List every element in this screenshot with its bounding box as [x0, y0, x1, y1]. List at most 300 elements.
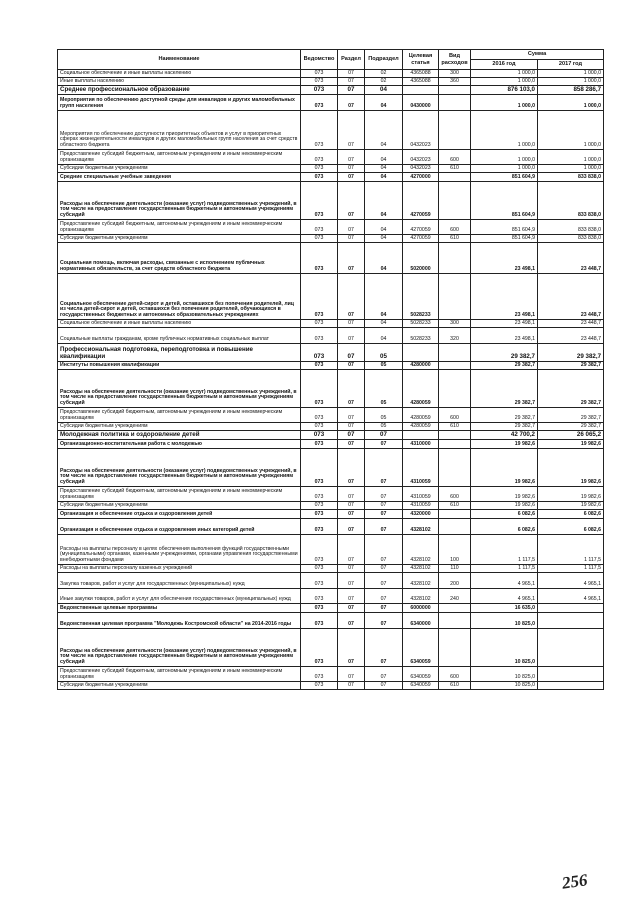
row-vedomstvo-cell: 073 — [301, 604, 338, 613]
row-celevaya-cell: 6000000 — [403, 604, 439, 613]
row-celevaya-cell — [403, 344, 439, 362]
table-row — [58, 502, 604, 510]
row-celevaya-cell: 0430000 — [403, 95, 439, 111]
row-sum-2016-cell: 1 117,5 — [471, 535, 538, 565]
row-sum-2017-cell: 858 286,7 — [538, 86, 604, 95]
row-razdel-cell: 07 — [338, 344, 365, 362]
row-razdel-cell: 07 — [338, 370, 365, 408]
row-celevaya-cell — [403, 86, 439, 95]
row-sum-2016-cell: 851 604,9 — [471, 220, 538, 235]
row-podrazdel-cell: 07 — [365, 449, 403, 487]
row-sum-2016-cell: 42 700,2 — [471, 431, 538, 440]
row-vedomstvo-cell: 073 — [301, 573, 338, 589]
budget-sheet — [57, 49, 603, 690]
row-name-cell: Расходы на обеспечение деятельности (оказание услуг) подведомственных учреждений, в том числе на предоставление государственным бюджетным и автономным учреждениям субсидий — [58, 182, 301, 220]
row-vid-cell: 610 — [439, 235, 471, 243]
row-name-cell: Среднее профессиональное образование — [58, 86, 301, 95]
row-sum-2016-cell: 1 000,0 — [471, 78, 538, 86]
row-name-cell: Субсидии бюджетным учреждениям — [58, 682, 301, 690]
row-vedomstvo-cell: 073 — [301, 682, 338, 690]
row-celevaya-cell: 4365088 — [403, 70, 439, 78]
row-sum-2017-cell: 19 982,6 — [538, 487, 604, 502]
row-sum-2016-cell: 23 498,1 — [471, 274, 538, 320]
row-vid-cell — [439, 449, 471, 487]
row-vid-cell: 320 — [439, 328, 471, 344]
row-vedomstvo-cell: 073 — [301, 510, 338, 519]
row-vid-cell: 610 — [439, 682, 471, 690]
row-name-cell: Социальные выплаты гражданам, кроме публичных нормативных социальных выплат — [58, 328, 301, 344]
row-celevaya-cell: 6340059 — [403, 682, 439, 690]
table-row — [58, 182, 604, 220]
row-celevaya-cell: 4328102 — [403, 519, 439, 535]
row-name-cell: Предоставление субсидий бюджетным, автономным учреждениям и иным некоммерческим организациям — [58, 487, 301, 502]
table-row — [58, 487, 604, 502]
row-celevaya-cell: 5020000 — [403, 243, 439, 274]
row-vedomstvo-cell: 073 — [301, 565, 338, 573]
row-celevaya-cell: 4270059 — [403, 235, 439, 243]
row-razdel-cell: 07 — [338, 235, 365, 243]
row-name-cell: Предоставление субсидий бюджетным, автономным учреждениям и иным некоммерческим организациям — [58, 220, 301, 235]
row-name-cell: Мероприятия по обеспечению доступной среды для инвалидов и других маломобильных групп населения — [58, 95, 301, 111]
table-row — [58, 440, 604, 449]
row-sum-2017-cell: 19 982,6 — [538, 449, 604, 487]
row-celevaya-cell: 0432023 — [403, 165, 439, 173]
row-sum-2016-cell: 29 382,7 — [471, 362, 538, 370]
table-row — [58, 573, 604, 589]
table-row — [58, 165, 604, 173]
row-podrazdel-cell: 04 — [365, 173, 403, 182]
row-razdel-cell: 07 — [338, 519, 365, 535]
row-sum-2017-cell: 1 000,0 — [538, 70, 604, 78]
table-row — [58, 173, 604, 182]
row-sum-2016-cell: 10 825,0 — [471, 682, 538, 690]
row-vid-cell: 600 — [439, 150, 471, 165]
row-sum-2017-cell: 19 982,6 — [538, 440, 604, 449]
row-celevaya-cell: 4328102 — [403, 535, 439, 565]
row-vedomstvo-cell: 073 — [301, 220, 338, 235]
row-vedomstvo-cell: 073 — [301, 150, 338, 165]
row-name-cell: Предоставление субсидий бюджетным, автономным учреждениям и иным некоммерческим организациям — [58, 408, 301, 423]
row-celevaya-cell: 4310059 — [403, 487, 439, 502]
row-sum-2017-cell: 1 117,5 — [538, 565, 604, 573]
row-celevaya-cell: 4328102 — [403, 589, 439, 604]
row-sum-2017-cell: 1 117,5 — [538, 535, 604, 565]
row-vedomstvo-cell: 073 — [301, 629, 338, 667]
row-vedomstvo-cell: 073 — [301, 182, 338, 220]
row-vid-cell — [439, 519, 471, 535]
table-row — [58, 589, 604, 604]
row-sum-2016-cell: 851 604,9 — [471, 173, 538, 182]
table-row — [58, 220, 604, 235]
row-vid-cell — [439, 243, 471, 274]
row-vedomstvo-cell: 073 — [301, 328, 338, 344]
row-sum-2017-cell: 23 448,7 — [538, 274, 604, 320]
row-sum-2017-cell: 29 382,7 — [538, 408, 604, 423]
row-celevaya-cell: 6340059 — [403, 629, 439, 667]
table-row — [58, 111, 604, 150]
budget-table — [57, 49, 604, 690]
row-razdel-cell: 07 — [338, 408, 365, 423]
row-name-cell: Расходы на обеспечение деятельности (оказание услуг) подведомственных учреждений, в том числе на предоставление государственным бюджетным и автономным учреждениям субсидий — [58, 629, 301, 667]
row-sum-2016-cell: 1 000,0 — [471, 95, 538, 111]
row-celevaya-cell: 4270059 — [403, 182, 439, 220]
row-sum-2017-cell: 29 382,7 — [538, 423, 604, 431]
row-vid-cell — [439, 629, 471, 667]
row-sum-2016-cell: 1 000,0 — [471, 70, 538, 78]
header-razdel: Раздел — [338, 50, 365, 70]
header-summa: Сумма — [471, 50, 604, 60]
row-razdel-cell: 07 — [338, 150, 365, 165]
row-celevaya-cell: 6340059 — [403, 667, 439, 682]
table-row — [58, 604, 604, 613]
row-sum-2016-cell: 10 825,0 — [471, 629, 538, 667]
row-vedomstvo-cell: 073 — [301, 78, 338, 86]
row-name-cell: Субсидии бюджетным учреждениям — [58, 235, 301, 243]
row-name-cell: Иные выплаты населению — [58, 78, 301, 86]
row-sum-2017-cell: 29 382,7 — [538, 362, 604, 370]
row-sum-2016-cell: 16 635,0 — [471, 604, 538, 613]
row-sum-2017-cell: 1 000,0 — [538, 150, 604, 165]
row-sum-2016-cell: 29 382,7 — [471, 408, 538, 423]
row-razdel-cell: 07 — [338, 682, 365, 690]
table-row — [58, 78, 604, 86]
row-podrazdel-cell: 05 — [365, 408, 403, 423]
row-podrazdel-cell: 07 — [365, 573, 403, 589]
row-celevaya-cell: 4270000 — [403, 173, 439, 182]
row-name-cell: Молодежная политика и оздоровление детей — [58, 431, 301, 440]
row-vedomstvo-cell: 073 — [301, 235, 338, 243]
row-razdel-cell: 07 — [338, 431, 365, 440]
row-vid-cell — [439, 613, 471, 629]
row-vedomstvo-cell: 073 — [301, 320, 338, 328]
row-vid-cell — [439, 440, 471, 449]
row-razdel-cell: 07 — [338, 328, 365, 344]
row-sum-2017-cell: 1 000,0 — [538, 95, 604, 111]
row-sum-2017-cell: 26 065,2 — [538, 431, 604, 440]
row-razdel-cell: 07 — [338, 78, 365, 86]
row-podrazdel-cell: 07 — [365, 589, 403, 604]
table-row — [58, 667, 604, 682]
row-razdel-cell: 07 — [338, 565, 365, 573]
row-sum-2017-cell: 23 448,7 — [538, 328, 604, 344]
row-sum-2017-cell: 1 000,0 — [538, 78, 604, 86]
row-sum-2016-cell: 19 982,6 — [471, 440, 538, 449]
row-sum-2016-cell: 19 982,6 — [471, 449, 538, 487]
row-sum-2016-cell: 851 604,9 — [471, 182, 538, 220]
table-row — [58, 243, 604, 274]
row-vedomstvo-cell: 073 — [301, 243, 338, 274]
row-name-cell: Расходы на обеспечение деятельности (оказание услуг) подведомственных учреждений, в том числе на предоставление государственным бюджетным и автономным учреждениям субсидий — [58, 449, 301, 487]
row-razdel-cell: 07 — [338, 165, 365, 173]
row-podrazdel-cell: 04 — [365, 182, 403, 220]
row-vid-cell — [439, 604, 471, 613]
row-name-cell: Субсидии бюджетным учреждениям — [58, 502, 301, 510]
row-name-cell: Организационно-воспитательная работа с молодежью — [58, 440, 301, 449]
header-celevaya-statya: Целевая статья — [403, 50, 439, 70]
table-row — [58, 362, 604, 370]
row-razdel-cell: 07 — [338, 220, 365, 235]
row-sum-2016-cell: 23 498,1 — [471, 328, 538, 344]
row-razdel-cell: 07 — [338, 502, 365, 510]
row-celevaya-cell: 4328102 — [403, 565, 439, 573]
row-vid-cell — [439, 173, 471, 182]
row-podrazdel-cell: 04 — [365, 86, 403, 95]
row-vedomstvo-cell: 073 — [301, 431, 338, 440]
row-vedomstvo-cell: 073 — [301, 274, 338, 320]
row-name-cell: Профессиональная подготовка, переподготовка и повышение квалификации — [58, 344, 301, 362]
row-celevaya-cell: 5028233 — [403, 328, 439, 344]
row-vid-cell — [439, 95, 471, 111]
row-celevaya-cell: 4310059 — [403, 502, 439, 510]
table-row — [58, 86, 604, 95]
row-sum-2017-cell — [538, 604, 604, 613]
row-name-cell: Иные закупки товаров, работ и услуг для обеспечения государственных (муниципальных) нужд — [58, 589, 301, 604]
row-celevaya-cell — [403, 431, 439, 440]
row-razdel-cell: 07 — [338, 449, 365, 487]
row-vedomstvo-cell: 073 — [301, 111, 338, 150]
row-vedomstvo-cell: 073 — [301, 165, 338, 173]
row-razdel-cell: 07 — [338, 667, 365, 682]
row-sum-2016-cell: 10 825,0 — [471, 613, 538, 629]
row-sum-2017-cell: 833 838,0 — [538, 182, 604, 220]
row-razdel-cell: 07 — [338, 173, 365, 182]
row-sum-2016-cell: 29 382,7 — [471, 344, 538, 362]
table-row — [58, 423, 604, 431]
row-vid-cell — [439, 362, 471, 370]
row-sum-2016-cell: 29 382,7 — [471, 370, 538, 408]
row-vid-cell — [439, 274, 471, 320]
row-name-cell: Социальное обеспечение и иные выплаты населению — [58, 320, 301, 328]
row-sum-2016-cell: 1 000,0 — [471, 165, 538, 173]
row-vedomstvo-cell: 073 — [301, 173, 338, 182]
row-sum-2016-cell: 19 982,6 — [471, 487, 538, 502]
row-razdel-cell: 07 — [338, 86, 365, 95]
row-podrazdel-cell: 05 — [365, 370, 403, 408]
row-sum-2017-cell: 833 838,0 — [538, 220, 604, 235]
row-podrazdel-cell: 07 — [365, 431, 403, 440]
row-sum-2017-cell — [538, 667, 604, 682]
row-sum-2017-cell: 833 838,0 — [538, 173, 604, 182]
row-name-cell: Субсидии бюджетным учреждениям — [58, 165, 301, 173]
table-row — [58, 408, 604, 423]
row-celevaya-cell: 5028233 — [403, 320, 439, 328]
header-vedomstvo: Ведомство — [301, 50, 338, 70]
table-row — [58, 510, 604, 519]
row-razdel-cell: 07 — [338, 243, 365, 274]
row-sum-2016-cell: 6 082,6 — [471, 519, 538, 535]
row-vid-cell — [439, 86, 471, 95]
row-celevaya-cell: 0432023 — [403, 150, 439, 165]
row-razdel-cell: 07 — [338, 510, 365, 519]
row-celevaya-cell: 4328102 — [403, 573, 439, 589]
row-razdel-cell: 07 — [338, 589, 365, 604]
row-razdel-cell: 07 — [338, 70, 365, 78]
row-vedomstvo-cell: 073 — [301, 370, 338, 408]
table-row — [58, 535, 604, 565]
row-vid-cell: 610 — [439, 502, 471, 510]
row-podrazdel-cell: 07 — [365, 629, 403, 667]
row-sum-2017-cell: 6 082,6 — [538, 510, 604, 519]
row-podrazdel-cell: 07 — [365, 440, 403, 449]
row-razdel-cell: 07 — [338, 613, 365, 629]
row-vid-cell — [439, 370, 471, 408]
table-row — [58, 519, 604, 535]
row-razdel-cell: 07 — [338, 111, 365, 150]
row-name-cell: Организация и обеспечение отдыха и оздоровления иных категорий детей — [58, 519, 301, 535]
row-razdel-cell: 07 — [338, 604, 365, 613]
row-vid-cell: 600 — [439, 408, 471, 423]
table-row — [58, 150, 604, 165]
row-sum-2017-cell: 1 000,0 — [538, 111, 604, 150]
row-podrazdel-cell: 07 — [365, 519, 403, 535]
row-name-cell: Социальное обеспечение детей-сирот и детей, оставшихся без попечения родителей, лиц из числа детей-сирот и детей, оставшихся без попечения родителей, обучающихся в государственных бюджетных и автономных образовательных учреждениях — [58, 274, 301, 320]
row-name-cell: Организация и обеспечение отдыха и оздоровления детей — [58, 510, 301, 519]
header-year-2017: 2017 год — [538, 60, 604, 70]
row-podrazdel-cell: 04 — [365, 235, 403, 243]
row-podrazdel-cell: 07 — [365, 667, 403, 682]
row-celevaya-cell: 4280059 — [403, 370, 439, 408]
row-sum-2017-cell: 833 838,0 — [538, 235, 604, 243]
row-name-cell: Расходы на выплаты персоналу в целях обеспечения выполнения функций государственными (муниципальными) органами, казенными учреждениями, органами управления государственными внебюджетными фондами — [58, 535, 301, 565]
row-celevaya-cell: 4320000 — [403, 510, 439, 519]
row-vid-cell: 610 — [439, 165, 471, 173]
row-sum-2017-cell: 29 382,7 — [538, 370, 604, 408]
row-podrazdel-cell: 07 — [365, 565, 403, 573]
row-vid-cell: 200 — [439, 573, 471, 589]
row-celevaya-cell: 4310059 — [403, 449, 439, 487]
row-vedomstvo-cell: 073 — [301, 362, 338, 370]
row-sum-2016-cell: 10 825,0 — [471, 667, 538, 682]
row-vedomstvo-cell: 073 — [301, 408, 338, 423]
row-name-cell: Ведомственные целевые программы — [58, 604, 301, 613]
row-vid-cell: 600 — [439, 220, 471, 235]
table-row — [58, 235, 604, 243]
row-podrazdel-cell: 04 — [365, 320, 403, 328]
table-row — [58, 370, 604, 408]
row-celevaya-cell: 4310000 — [403, 440, 439, 449]
row-razdel-cell: 07 — [338, 362, 365, 370]
row-sum-2017-cell — [538, 629, 604, 667]
row-vid-cell — [439, 510, 471, 519]
row-name-cell: Предоставление субсидий бюджетным, автономным учреждениям и иным некоммерческим организациям — [58, 667, 301, 682]
row-podrazdel-cell: 05 — [365, 423, 403, 431]
row-vedomstvo-cell: 073 — [301, 344, 338, 362]
table-row — [58, 320, 604, 328]
table-row — [58, 682, 604, 690]
row-name-cell: Ведомственная целевая программа "Молодежь Костромской области" на 2014-2016 годы — [58, 613, 301, 629]
row-sum-2016-cell: 876 103,0 — [471, 86, 538, 95]
row-sum-2017-cell: 6 082,6 — [538, 519, 604, 535]
row-vedomstvo-cell: 073 — [301, 502, 338, 510]
row-vid-cell: 600 — [439, 667, 471, 682]
table-row — [58, 431, 604, 440]
page-number: 256 — [560, 870, 589, 893]
header-name: Наименование — [58, 50, 301, 70]
row-podrazdel-cell: 04 — [365, 220, 403, 235]
row-name-cell: Социальная помощь, включая расходы, связанные с исполнением публичных нормативных обязательств, за счет средств областного бюджета — [58, 243, 301, 274]
row-vid-cell: 610 — [439, 423, 471, 431]
row-sum-2017-cell — [538, 682, 604, 690]
row-razdel-cell: 07 — [338, 95, 365, 111]
row-name-cell: Предоставление субсидий бюджетным, автономным учреждениям и иным некоммерческим организациям — [58, 150, 301, 165]
row-podrazdel-cell: 07 — [365, 613, 403, 629]
row-podrazdel-cell: 07 — [365, 535, 403, 565]
row-vedomstvo-cell: 073 — [301, 86, 338, 95]
row-vedomstvo-cell: 073 — [301, 667, 338, 682]
row-podrazdel-cell: 07 — [365, 487, 403, 502]
row-celevaya-cell: 4280000 — [403, 362, 439, 370]
row-razdel-cell: 07 — [338, 487, 365, 502]
row-podrazdel-cell: 07 — [365, 604, 403, 613]
table-row — [58, 613, 604, 629]
row-celevaya-cell: 6340000 — [403, 613, 439, 629]
row-name-cell: Субсидии бюджетным учреждениям — [58, 423, 301, 431]
row-sum-2017-cell: 23 448,7 — [538, 243, 604, 274]
row-podrazdel-cell: 04 — [365, 243, 403, 274]
row-sum-2016-cell: 851 604,9 — [471, 235, 538, 243]
row-podrazdel-cell: 04 — [365, 150, 403, 165]
row-vedomstvo-cell: 073 — [301, 487, 338, 502]
row-podrazdel-cell: 02 — [365, 70, 403, 78]
row-vid-cell — [439, 431, 471, 440]
row-vedomstvo-cell: 073 — [301, 535, 338, 565]
row-vedomstvo-cell: 073 — [301, 70, 338, 78]
row-razdel-cell: 07 — [338, 629, 365, 667]
row-razdel-cell: 07 — [338, 573, 365, 589]
row-celevaya-cell: 4365088 — [403, 78, 439, 86]
table-row — [58, 449, 604, 487]
row-celevaya-cell: 4280059 — [403, 423, 439, 431]
row-sum-2016-cell: 23 498,1 — [471, 243, 538, 274]
row-celevaya-cell: 5028233 — [403, 274, 439, 320]
row-podrazdel-cell: 02 — [365, 78, 403, 86]
row-sum-2017-cell: 19 982,6 — [538, 502, 604, 510]
row-sum-2016-cell: 1 000,0 — [471, 111, 538, 150]
row-sum-2016-cell: 23 498,1 — [471, 320, 538, 328]
row-vid-cell: 300 — [439, 70, 471, 78]
row-vid-cell — [439, 182, 471, 220]
row-podrazdel-cell: 04 — [365, 165, 403, 173]
row-name-cell: Социальное обеспечение и иные выплаты населению — [58, 70, 301, 78]
row-celevaya-cell: 4270059 — [403, 220, 439, 235]
row-name-cell: Закупка товаров, работ и услуг для государственных (муниципальных) нужд — [58, 573, 301, 589]
row-vedomstvo-cell: 073 — [301, 95, 338, 111]
row-name-cell: Расходы на выплаты персоналу казенных учреждений — [58, 565, 301, 573]
row-celevaya-cell: 0432023 — [403, 111, 439, 150]
header-year-2016: 2016 год — [471, 60, 538, 70]
row-sum-2017-cell: 29 382,7 — [538, 344, 604, 362]
table-row — [58, 328, 604, 344]
row-vid-cell: 300 — [439, 320, 471, 328]
row-vid-cell: 100 — [439, 535, 471, 565]
row-vid-cell: 600 — [439, 487, 471, 502]
row-podrazdel-cell: 05 — [365, 344, 403, 362]
table-row — [58, 274, 604, 320]
row-razdel-cell: 07 — [338, 182, 365, 220]
row-sum-2017-cell: 4 965,1 — [538, 573, 604, 589]
row-vedomstvo-cell: 073 — [301, 613, 338, 629]
row-vedomstvo-cell: 073 — [301, 519, 338, 535]
row-sum-2017-cell: 4 965,1 — [538, 589, 604, 604]
row-sum-2017-cell: 1 000,0 — [538, 165, 604, 173]
row-name-cell: Мероприятия по обеспечению доступности приоритетных объектов и услуг в приоритетных сферах жизнедеятельности инвалидов и других маломобильных групп населения за счет средств областного бюджета — [58, 111, 301, 150]
row-podrazdel-cell: 04 — [365, 111, 403, 150]
row-sum-2016-cell: 1 117,5 — [471, 565, 538, 573]
header-vid-raskhodov: Вид расходов — [439, 50, 471, 70]
row-vedomstvo-cell: 073 — [301, 440, 338, 449]
row-vedomstvo-cell: 073 — [301, 423, 338, 431]
row-podrazdel-cell: 07 — [365, 502, 403, 510]
